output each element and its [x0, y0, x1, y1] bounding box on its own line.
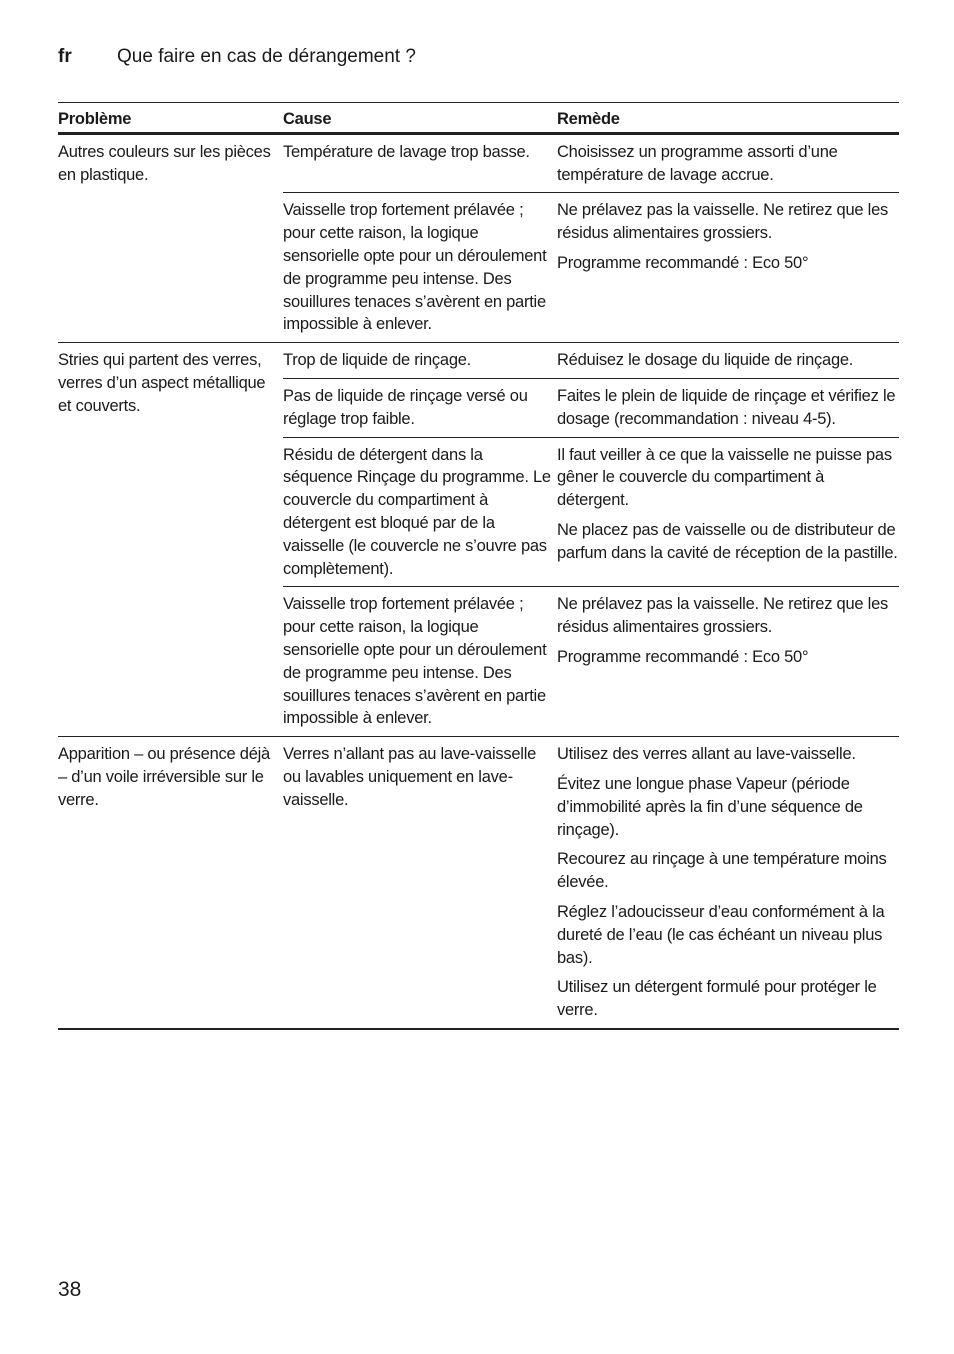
page-header-title: Que faire en cas de dérangement ? [117, 46, 416, 67]
troubleshooting-table [58, 102, 899, 1030]
cause-cell: Pas de liquide de rinçage versé ou réglage trop faible. [283, 386, 528, 428]
remedy-paragraph: Ne prélavez pas la vaisselle. Ne retirez que les résidus alimentaires grossiers. [557, 201, 888, 243]
cause-cell: Trop de liquide de rinçage. [283, 351, 472, 370]
cause-cell: Vaisselle trop fortement prélavée ; pour cette raison, la logique sensorielle opte pour un déroulement de programme peu intense. Des souillures tenaces s’avèrent en partie impossible à enlever. [283, 201, 547, 334]
remedy-paragraph: Il faut veiller à ce que la vaisselle ne puisse pas gêner le couvercle du compartiment à détergent. [557, 445, 892, 510]
cause-remedy-rows [283, 737, 899, 1028]
cause-cell: Verres n’allant pas au lave-vaisselle ou lavables uniquement en lave-vaisselle. [283, 745, 537, 809]
table-body [58, 135, 899, 1030]
table-row [283, 192, 899, 342]
remedy-paragraph: Ne placez pas de vaisselle ou de distributeur de parfum dans la cavité de réception de la pastille. [557, 520, 898, 562]
remedy-paragraph: Programme recommandé : Eco 50° [557, 253, 809, 272]
remedy-cell [557, 587, 899, 736]
problem-cell: Stries qui partent des verres, verres d’un aspect métallique et couverts. [58, 351, 266, 415]
cause-remedy-rows [283, 343, 899, 736]
remedy-paragraph: Ne prélavez pas la vaisselle. Ne retirez que les résidus alimentaires grossiers. [557, 595, 888, 637]
problem-group [58, 737, 899, 1030]
remedy-cell [557, 135, 899, 193]
cause-cell: Résidu de détergent dans la séquence Rinçage du programme. Le couvercle du compartiment à détergent est bloqué par de la vaisselle (le couvercle ne s’ouvre pas complètement). [283, 445, 551, 578]
remedy-paragraph: Utilisez des verres allant au lave-vaisselle. [557, 745, 856, 764]
table-row [283, 586, 899, 736]
remedy-paragraph: Programme recommandé : Eco 50° [557, 647, 809, 666]
cause-cell: Vaisselle trop fortement prélavée ; pour cette raison, la logique sensorielle opte pour un déroulement de programme peu intense. Des souillures tenaces s’avèrent en partie impossible à enlever. [283, 595, 547, 728]
remedy-cell [557, 438, 899, 587]
remedy-paragraph: Utilisez un détergent formulé pour protéger le verre. [557, 978, 877, 1020]
table-row [283, 437, 899, 587]
remedy-cell [557, 343, 899, 378]
remedy-paragraph: Réglez l’adoucisseur d’eau conformément à la dureté de l’eau (le cas échéant un niveau plus bas). [557, 902, 885, 967]
problem-group [58, 135, 899, 343]
remedy-cell [557, 193, 899, 342]
remedy-cell [557, 737, 899, 1028]
header-problem: Problème [58, 110, 132, 128]
remedy-paragraph: Recourez au rinçage à une température moins élevée. [557, 850, 887, 892]
problem-cell: Apparition – ou présence déjà – d’un voile irréversible sur le verre. [58, 745, 270, 809]
table-row [283, 737, 899, 1028]
remedy-cell [557, 379, 899, 437]
table-row [283, 343, 899, 378]
remedy-paragraph: Évitez une longue phase Vapeur (période d’immobilité après la fin d’une séquence de rinçage). [557, 774, 863, 839]
cause-remedy-rows [283, 135, 899, 342]
problem-cell: Autres couleurs sur les pièces en plastique. [58, 142, 271, 184]
remedy-paragraph: Faites le plein de liquide de rinçage et vérifiez le dosage (recommandation : niveau 4-5). [557, 386, 896, 428]
table-header-row [58, 103, 899, 135]
remedy-paragraph: Réduisez le dosage du liquide de rinçage. [557, 351, 854, 370]
header-remedy: Remède [557, 110, 620, 128]
table-row [283, 135, 899, 193]
cause-cell: Température de lavage trop basse. [283, 142, 530, 161]
table-row [283, 378, 899, 437]
remedy-paragraph: Choisissez un programme assorti d’une température de lavage accrue. [557, 142, 838, 184]
language-code: fr [58, 46, 72, 67]
page-number: 38 [58, 1278, 82, 1301]
header-cause: Cause [283, 110, 332, 128]
problem-group [58, 343, 899, 737]
